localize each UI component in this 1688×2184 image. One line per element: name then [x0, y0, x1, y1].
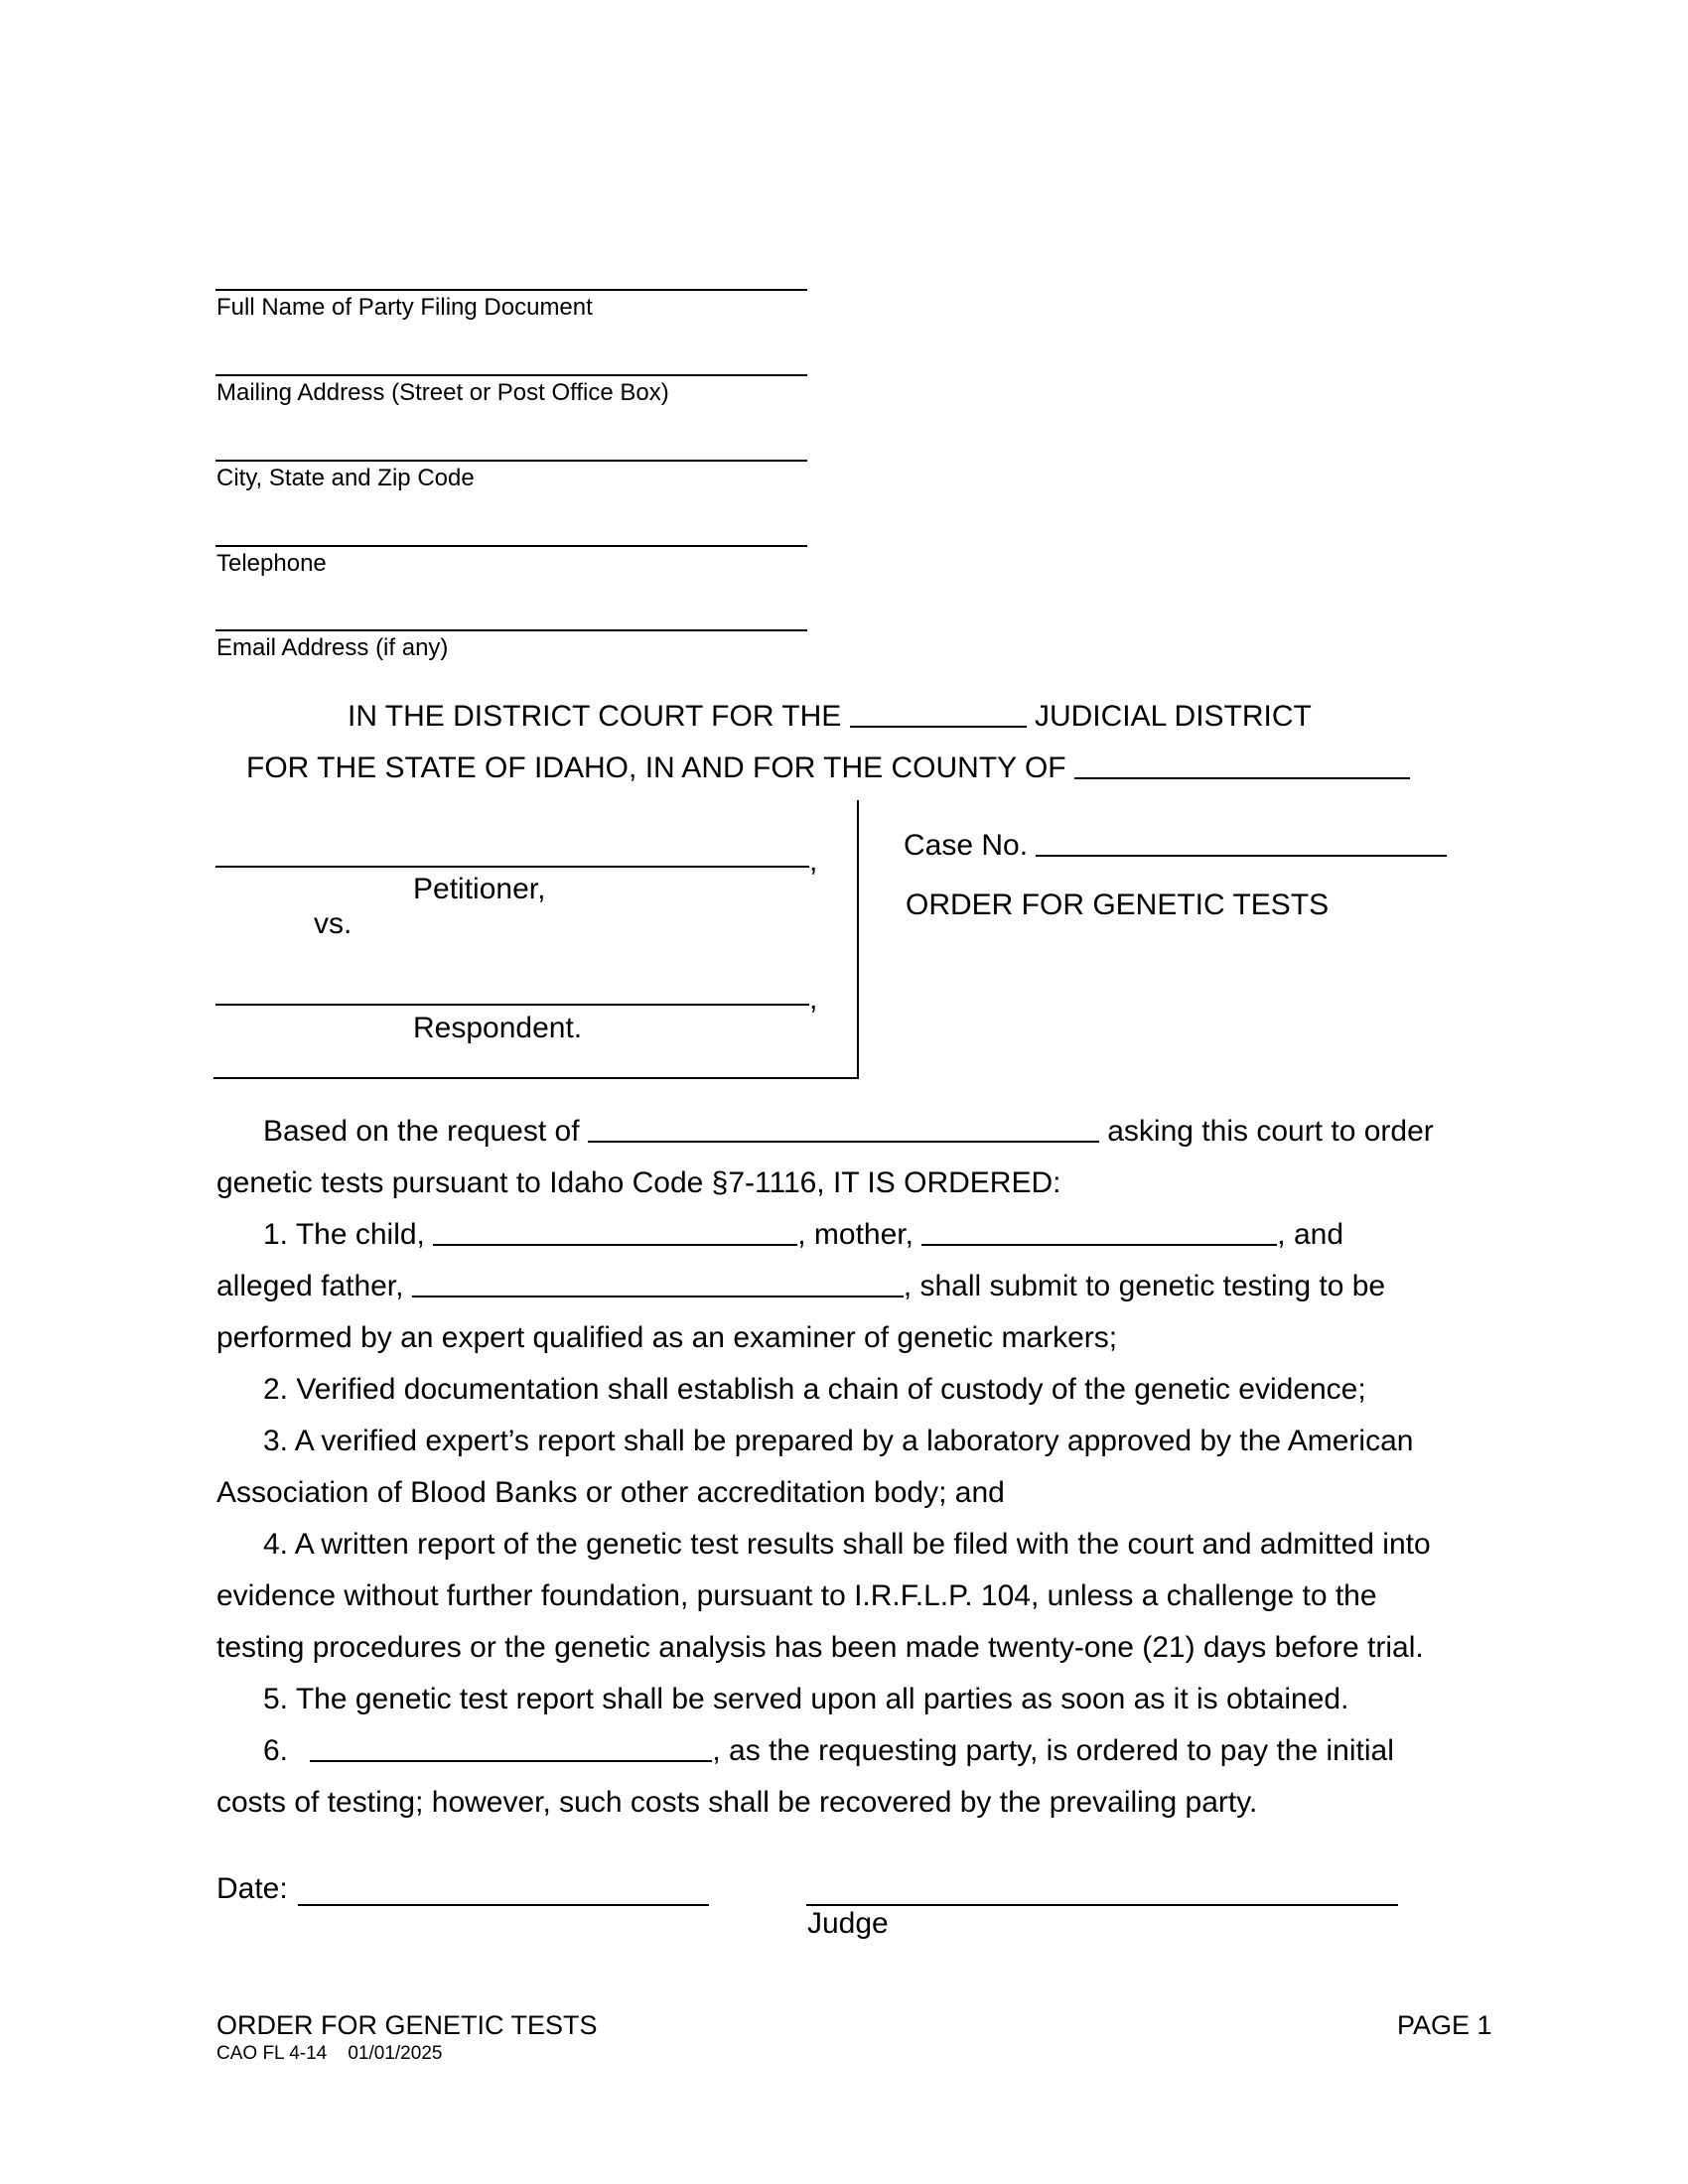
page-number: PAGE 1	[1397, 2010, 1492, 2040]
item-6-line-2: costs of testing; however, such costs shall be recovered by the prevailing party.	[216, 1786, 1258, 1819]
footer-title: ORDER FOR GENETIC TESTS	[216, 2010, 598, 2040]
item-6-line-1	[263, 1725, 1394, 1777]
petitioner-comma: ,	[809, 845, 818, 878]
city-state-zip-label: City, State and Zip Code	[216, 465, 475, 491]
mother-label: , mother,	[797, 1218, 914, 1251]
item-1-line-3: performed by an expert qualified as an examiner of genetic markers;	[216, 1321, 1118, 1354]
item-3-line-2: Association of Blood Banks or other accreditation body; and	[216, 1476, 1005, 1509]
date-line[interactable]	[298, 1904, 709, 1906]
email-line[interactable]	[215, 629, 807, 631]
email-label: Email Address (if any)	[216, 634, 449, 661]
petitioner-label: Petitioner,	[413, 873, 546, 905]
court-heading-line1	[348, 691, 1312, 743]
caption-vertical-rule	[857, 800, 859, 1079]
paying-party-blank[interactable]	[310, 1730, 712, 1762]
document-title: ORDER FOR GENETIC TESTS	[906, 888, 1330, 921]
form-code: CAO FL 4-14	[216, 2043, 328, 2064]
judicial-district-text: JUDICIAL DISTRICT	[1034, 700, 1312, 733]
full-name-label: Full Name of Party Filing Document	[216, 294, 593, 321]
and-text: , and	[1277, 1218, 1344, 1251]
telephone-label: Telephone	[216, 550, 327, 577]
vs-label: vs.	[314, 907, 352, 940]
judicial-district-blank[interactable]	[850, 696, 1027, 728]
item-6-number: 6.	[263, 1734, 289, 1767]
telephone-line[interactable]	[215, 545, 807, 547]
request-line	[263, 1106, 1434, 1158]
case-number-blank[interactable]	[1036, 825, 1447, 857]
mother-name-blank[interactable]	[921, 1214, 1277, 1246]
mailing-address-line[interactable]	[215, 374, 807, 376]
case-number-label: Case No.	[904, 829, 1029, 862]
request-text-end: asking this court to order	[1107, 1115, 1434, 1148]
judge-label: Judge	[807, 1907, 889, 1940]
court-heading-line2	[246, 743, 1410, 794]
footer-form-code	[216, 2043, 442, 2065]
item-3-line-1: 3. A verified expert’s report shall be prepared by a laboratory approved by the American	[263, 1425, 1414, 1457]
alleged-father-blank[interactable]	[412, 1266, 904, 1297]
item-4-line-1: 4. A written report of the genetic test results shall be filed with the court and admitted into	[263, 1528, 1431, 1561]
item-2: 2. Verified documentation shall establish a chain of custody of the genetic evidence;	[263, 1373, 1366, 1406]
form-date: 01/01/2025	[348, 2043, 443, 2064]
item-4-line-2: evidence without further foundation, pursuant to I.R.F.L.P. 104, unless a challenge to the	[216, 1579, 1377, 1612]
submit-text: , shall submit to genetic testing to be	[903, 1270, 1386, 1302]
court-text: IN THE DISTRICT COURT FOR THE	[348, 700, 842, 733]
pay-text: , as the requesting party, is ordered to pay the initial	[712, 1734, 1394, 1767]
alleged-father-label: alleged father,	[216, 1270, 404, 1302]
full-name-line[interactable]	[215, 289, 807, 291]
case-number-row	[904, 820, 1447, 872]
item-4-line-3: testing procedures or the genetic analysis has been made twenty-one (21) days before trial.	[216, 1631, 1424, 1664]
respondent-label: Respondent.	[413, 1012, 583, 1044]
item-5: 5. The genetic test report shall be served upon all parties as soon as it is obtained.	[263, 1683, 1349, 1715]
caption-bottom-rule	[213, 1077, 859, 1079]
date-label: Date:	[216, 1872, 288, 1905]
child-name-blank[interactable]	[433, 1214, 797, 1246]
item-1-line-2	[216, 1261, 1385, 1312]
respondent-comma: ,	[809, 983, 818, 1016]
item-1-line-1	[263, 1209, 1343, 1261]
requesting-party-blank[interactable]	[588, 1111, 1099, 1143]
judge-signature-line[interactable]	[806, 1904, 1398, 1906]
ordered-line: genetic tests pursuant to Idaho Code §7-1116, IT IS ORDERED:	[216, 1166, 1061, 1199]
county-text: FOR THE STATE OF IDAHO, IN AND FOR THE COUNTY OF	[246, 751, 1066, 784]
mailing-address-label: Mailing Address (Street or Post Office Box)	[216, 379, 669, 406]
request-text: Based on the request of	[263, 1115, 580, 1148]
city-state-zip-line[interactable]	[215, 460, 807, 462]
county-blank[interactable]	[1074, 748, 1410, 779]
child-label: 1. The child,	[263, 1218, 425, 1251]
